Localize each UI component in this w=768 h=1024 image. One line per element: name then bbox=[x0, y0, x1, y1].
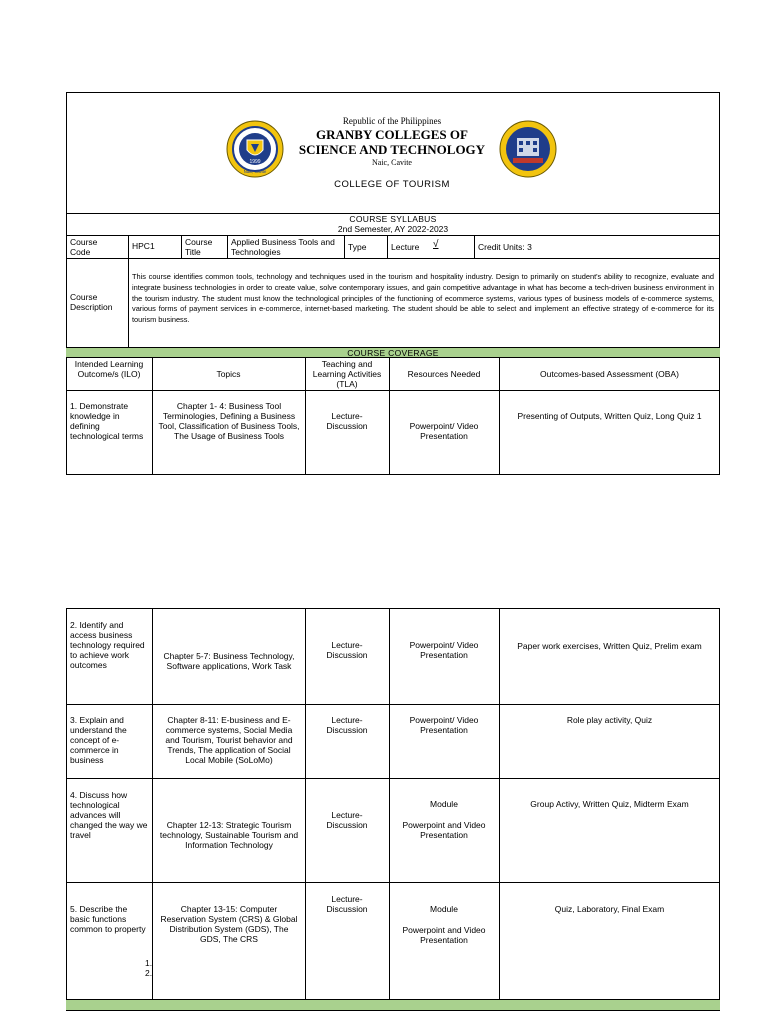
header-tla: Teaching and Learning Activities (TLA) bbox=[312, 359, 382, 389]
row5-ilo-sub2: 2. bbox=[145, 968, 153, 978]
divider bbox=[152, 608, 153, 999]
divider bbox=[66, 235, 720, 236]
school-name-line2: SCIENCE AND TECHNOLOGY bbox=[298, 142, 486, 157]
divider bbox=[66, 258, 720, 259]
divider bbox=[499, 608, 500, 999]
divider bbox=[181, 235, 182, 258]
header-ilo: Intended Learning Outcome/s (ILO) bbox=[74, 359, 144, 379]
divider bbox=[128, 258, 129, 347]
row3-resources: Powerpoint/ Video Presentation bbox=[409, 715, 479, 735]
divider bbox=[66, 778, 720, 779]
row5-oba: Quiz, Laboratory, Final Exam bbox=[554, 904, 665, 914]
syllabus-semester: 2nd Semester, AY 2022-2023 bbox=[337, 224, 449, 234]
row4-oba: Group Activy, Written Quiz, Midterm Exam bbox=[530, 799, 689, 809]
college-name: COLLEGE OF TOURISM bbox=[334, 179, 450, 190]
row5-ilo-sub1: 1. bbox=[145, 958, 153, 968]
row4-tla: Lecture-Discussion bbox=[326, 810, 368, 830]
row5-resources: Powerpoint and Video Presentation bbox=[402, 925, 486, 945]
row4-resources-module: Module bbox=[430, 799, 458, 809]
left-logo-year: 1999 bbox=[249, 159, 261, 165]
divider bbox=[389, 608, 390, 999]
republic-line: Republic of the Philippines bbox=[342, 116, 442, 126]
type-value: Lecture bbox=[391, 242, 420, 252]
row3-ilo: 3. Explain and understand the concept of e-commerce in business bbox=[70, 715, 127, 765]
school-location: Naic, Cavite bbox=[372, 158, 412, 167]
row4-topics: Chapter 12-13: Strategic Tourism technology, Sustainable Tourism and Information Technology bbox=[159, 820, 299, 850]
bottom-green-bar bbox=[66, 999, 720, 1011]
syllabus-title: COURSE SYLLABUS bbox=[349, 214, 437, 224]
header-resources: Resources Needed bbox=[407, 369, 481, 379]
row2-ilo: 2. Identify and access business technology required to achieve work outcomes bbox=[70, 620, 145, 670]
row3-topics: Chapter 8-11: E-business and E-commerce systems, Social Media and Tourism, Tourist behavior and Trends, The application of Social Local Mobile (SoLoMo) bbox=[165, 715, 293, 765]
row3-oba: Role play activity, Quiz bbox=[566, 715, 653, 725]
divider bbox=[305, 358, 306, 475]
row1-tla: Lecture-Discussion bbox=[326, 411, 368, 431]
divider bbox=[66, 390, 720, 391]
row4-resources: Powerpoint and Video Presentation bbox=[402, 820, 486, 840]
divider bbox=[305, 608, 306, 999]
school-name-line1: GRANBY COLLEGES OF bbox=[316, 127, 468, 142]
row4-ilo: 4. Discuss how technological advances will changed the way we travel bbox=[70, 790, 148, 840]
row5-ilo: 5. Describe the basic functions common to property bbox=[70, 904, 146, 934]
row2-oba: Paper work exercises, Written Quiz, Prelim exam bbox=[517, 641, 702, 651]
course-description-label: Course Description bbox=[70, 292, 113, 312]
type-label: Type bbox=[348, 242, 367, 252]
course-title-label: Course Title bbox=[185, 237, 213, 257]
row2-topics: Chapter 5-7: Business Technology, Software applications, Work Task bbox=[163, 651, 295, 671]
row5-resources-module: Module bbox=[430, 904, 458, 914]
divider bbox=[66, 882, 720, 883]
row1-topics: Chapter 1- 4: Business Tool Terminologies, Defining a Business Tool, Classification of Business Tools, The Usage of Business Tools bbox=[158, 401, 300, 441]
type-check-mark: √ bbox=[433, 239, 439, 250]
header-oba: Outcomes-based Assessment (OBA) bbox=[540, 369, 679, 379]
row5-topics: Chapter 13-15: Computer Reservation System (CRS) & Global Distribution System (GDS), The GDS, The CRS bbox=[160, 904, 298, 944]
divider bbox=[344, 235, 345, 258]
divider bbox=[128, 235, 129, 258]
row2-resources: Powerpoint/ Video Presentation bbox=[409, 640, 479, 660]
divider bbox=[66, 704, 720, 705]
left-logo-place: Naic, Cavite bbox=[243, 169, 267, 174]
course-title-value: Applied Business Tools and Technologies bbox=[231, 237, 335, 257]
row2-tla: Lecture-Discussion bbox=[326, 640, 368, 660]
course-code-label: Course Code bbox=[70, 237, 98, 257]
row1-resources: Powerpoint/ Video Presentation bbox=[409, 421, 479, 441]
divider bbox=[227, 235, 228, 258]
course-coverage-bar bbox=[66, 347, 720, 358]
row1-ilo: 1. Demonstrate knowledge in defining technological terms bbox=[70, 401, 144, 441]
row1-oba: Presenting of Outputs, Written Quiz, Long Quiz 1 bbox=[517, 411, 702, 421]
header-topics: Topics bbox=[216, 369, 241, 379]
course-code-value: HPC1 bbox=[132, 241, 155, 251]
divider bbox=[387, 235, 388, 258]
divider bbox=[474, 235, 475, 258]
credit-units: Credit Units: 3 bbox=[478, 242, 532, 252]
row5-tla: Lecture-Discussion bbox=[326, 894, 368, 914]
course-description-text: This course identifies common tools, technology and techniques used in the tourism and hospitality industry. Design to primarily on student's ability to recognize, evaluate and integrate business technologies in order to create value, solve contemporary issues, and gain competitive advantage in what has become a tech-driven business environment in the tourism industry. The student must know the technological principles of the functioning of ecommerce systems, various types of business models of e-commerce systems, various forms of payment services in e-commerce, internet-based marketing. The student should be able to select and implement an effective strategy of e-commerce for its tourism business. bbox=[132, 272, 714, 325]
row3-tla: Lecture-Discussion bbox=[326, 715, 368, 735]
course-coverage-title: COURSE COVERAGE bbox=[347, 348, 439, 358]
